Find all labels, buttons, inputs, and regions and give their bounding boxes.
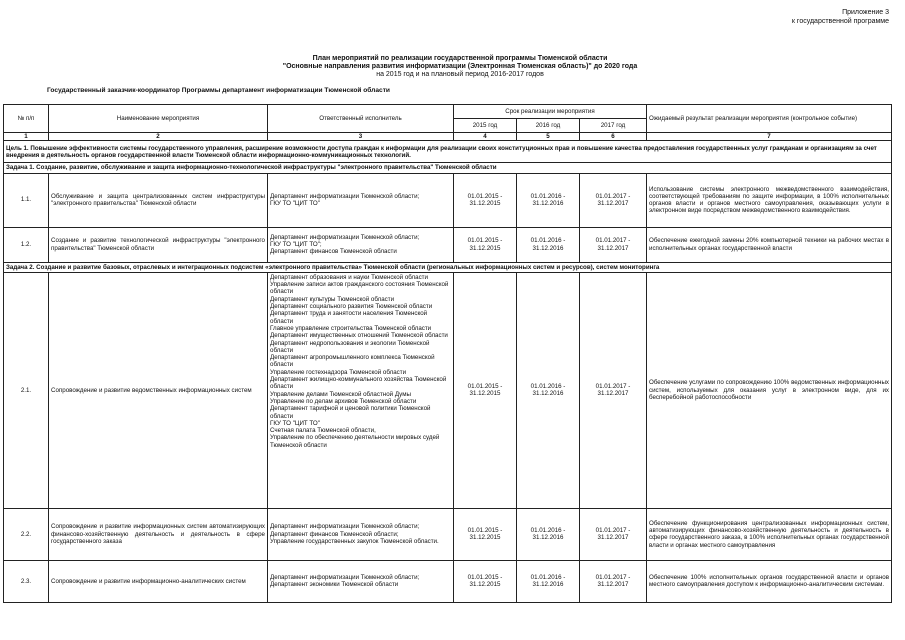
exec-item: Управление делами Тюменской областной Думы — [270, 390, 411, 398]
task-2-row: Задача 2. Создание и развитие базовых, отраслевых и интеграционных подсистем «электронного правительства» Тюменской области (региональных информационных систем и ресурсов), систем мониторинга — [4, 262, 892, 272]
row-name: Сопровождение и развитие информационно-аналитических систем — [49, 560, 268, 602]
header-2015: 2015 год — [454, 119, 517, 133]
exec-item: ГКУ ТО "ЦИТ ТО"; — [270, 240, 322, 248]
col-number: 4 — [454, 133, 517, 141]
header-num: № п/п — [4, 105, 49, 133]
row-num: 1.1. — [4, 173, 49, 227]
col-number: 5 — [517, 133, 580, 141]
header-name: Наименование мероприятия — [49, 105, 268, 133]
row-2017: 01.01.2017 - 31.12.2017 — [580, 272, 647, 508]
document-title — [250, 55, 670, 79]
exec-item: Департамент имущественных отношений Тюменской области — [270, 332, 448, 340]
row-num: 2.2. — [4, 508, 49, 560]
table-row — [4, 508, 892, 560]
row-exec — [268, 272, 454, 508]
exec-item: Департамент информатизации Тюменской области; — [270, 523, 420, 531]
exec-item: Департамент культуры Тюменской области — [270, 295, 395, 303]
row-exec — [268, 173, 454, 227]
row-2016: 01.01.2016 - 31.12.2016 — [517, 560, 580, 602]
exec-item: Департамент агропромышленного комплекса Тюменской области — [270, 354, 435, 369]
row-name: Обслуживание и защита централизованных систем инфраструктуры "электронного правительства" Тюменской области — [49, 173, 268, 227]
row-2016: 01.01.2016 - 31.12.2016 — [517, 173, 580, 227]
customer-line: Государственный заказчик-координатор Программы департамент информатизации Тюменской области — [47, 87, 390, 94]
table-row — [4, 272, 892, 508]
row-name: Сопровождение и развитие информационных систем автоматизирующих финансово-хозяйственную деятельность и деятельность в сфере государственного заказа — [49, 508, 268, 560]
row-name: Сопровождение и развитие ведомственных информационных систем — [49, 272, 268, 508]
row-2016: 01.01.2016 - 31.12.2016 — [517, 272, 580, 508]
exec-item: Департамент образования и науки Тюменской области — [270, 273, 428, 281]
title-line-2: "Основные направления развития информатизации (Электронная Тюменская область)" до 2020 года — [282, 63, 638, 70]
header-2017: 2017 год — [580, 119, 647, 133]
exec-item: Департамент тарифной и ценовой политики Тюменской области — [270, 405, 431, 420]
header-result: Ожидаемый результат реализации мероприятия (контрольное событие) — [647, 105, 892, 133]
table-row — [4, 173, 892, 227]
row-2016: 01.01.2016 - 31.12.2016 — [517, 508, 580, 560]
col-number: 6 — [580, 133, 647, 141]
exec-item: Управление гостехнадзора Тюменской области — [270, 368, 407, 376]
table-row — [4, 560, 892, 602]
appendix-line-2: к государственной программе — [791, 18, 889, 25]
exec-item: Департамент информатизации Тюменской области; — [270, 233, 420, 241]
exec-item: Счетная палата Тюменской области, — [270, 427, 376, 435]
exec-item: Управление по делам архивов Тюменской области — [270, 397, 417, 405]
exec-item: Департамент экономики Тюменской области — [270, 581, 399, 589]
row-exec — [268, 508, 454, 560]
row-2015: 01.01.2015 - 31.12.2015 — [454, 173, 517, 227]
exec-item: Департамент социального развития Тюменской области — [270, 303, 433, 311]
row-2015: 01.01.2015 - 31.12.2015 — [454, 272, 517, 508]
exec-item: Управление записи актов гражданского состояния Тюменской области — [270, 281, 449, 296]
exec-item: ГКУ ТО "ЦИТ ТО" — [270, 419, 320, 427]
row-2017: 01.01.2017 - 31.12.2017 — [580, 560, 647, 602]
header-period: Срок реализации мероприятия — [454, 105, 647, 119]
row-result: Обеспечение функционирования централизованных информационных систем, автоматизирующих финансово-хозяйственную деятельность и деятельность в сфере государственного заказа, в 100% исполнительных органах государственной власти и органах местного самоуправления — [647, 508, 892, 560]
appendix-note — [792, 8, 889, 26]
row-2015: 01.01.2015 - 31.12.2015 — [454, 508, 517, 560]
exec-item: Управление по обеспечению деятельности мировых судей Тюменской области — [270, 434, 440, 449]
column-number-row — [4, 133, 892, 141]
col-number: 2 — [49, 133, 268, 141]
row-name: Создание и развитие технологической инфраструктуры "электронного правительства" Тюменской области — [49, 227, 268, 262]
row-result: Обеспечение 100% исполнительных органов государственной власти и органов местного самоуправления доступом к информационно-аналитическим системам. — [647, 560, 892, 602]
row-num: 2.3. — [4, 560, 49, 602]
table-row — [4, 227, 892, 262]
appendix-line-1: Приложение 3 — [842, 9, 889, 16]
row-2017: 01.01.2017 - 31.12.2017 — [580, 173, 647, 227]
exec-item: ГКУ ТО "ЦИТ ТО" — [270, 200, 320, 208]
row-exec — [268, 560, 454, 602]
row-result: Обеспечение услугами по сопровождению 100% ведомственных информационных систем, используемых для оказания услуг в электронном виде, для их бесперебойной работоспособности — [647, 272, 892, 508]
exec-item: Департамент финансов Тюменской области — [270, 248, 397, 256]
task-1-row: Задача 1. Создание, развитие, обслуживание и защита информационно-технологической инфраструктуры "электронного правительства" Тюменской области — [4, 163, 892, 173]
title-line-3: на 2015 год и на плановый период 2016-2017 годов — [376, 71, 544, 78]
exec-item: Департамент информатизации Тюменской области; — [270, 192, 420, 200]
exec-item: Департамент финансов Тюменской области; — [270, 530, 399, 538]
col-number: 1 — [4, 133, 49, 141]
col-number: 3 — [268, 133, 454, 141]
row-num: 1.2. — [4, 227, 49, 262]
exec-item: Управление государственных закупок Тюменской области. — [270, 538, 439, 546]
goal-row: Цель 1. Повышение эффективности системы государственного управления, расширение возможности доступа граждан к информации для реализации своих конституционных прав и повышение качества предоставления государственных услуг гражданам и организациям за счет внедрения в деятельность органов государственной власти Тюменской области информационно-коммуникационных технологий. — [4, 141, 892, 163]
exec-item: Департамент информатизации Тюменской области; — [270, 574, 420, 582]
title-line-1: План мероприятий по реализации государственной программы Тюменской области — [312, 55, 608, 62]
row-2015: 01.01.2015 - 31.12.2015 — [454, 560, 517, 602]
exec-item: Департамент жилищно-коммунального хозяйства Тюменской области — [270, 376, 447, 391]
plan-table — [3, 104, 892, 603]
row-num: 2.1. — [4, 272, 49, 508]
row-result: Использование системы электронного межведомственного взаимодействия, соответствующей требованиям по защите информации, в 100% исполнительных органов власти и органов местного самоуправления, оказывающих услуги в электронном виде посредством межведомственного взаимодействия. — [647, 173, 892, 227]
row-result: Обеспечение ежегодной замены 20% компьютерной техники на рабочих местах в исполнительных органах государственной власти — [647, 227, 892, 262]
row-2017: 01.01.2017 - 31.12.2017 — [580, 227, 647, 262]
exec-item: Департамент труда и занятости населения Тюменской области — [270, 310, 428, 325]
header-exec: Ответственный исполнитель — [268, 105, 454, 133]
row-2016: 01.01.2016 - 31.12.2016 — [517, 227, 580, 262]
row-exec — [268, 227, 454, 262]
row-2017: 01.01.2017 - 31.12.2017 — [580, 508, 647, 560]
col-number: 7 — [647, 133, 892, 141]
header-2016: 2016 год — [517, 119, 580, 133]
exec-item: Департамент недропользования и экологии Тюменской области — [270, 339, 430, 354]
row-2015: 01.01.2015 - 31.12.2015 — [454, 227, 517, 262]
exec-item: Главное управление строительства Тюменской области — [270, 324, 432, 332]
